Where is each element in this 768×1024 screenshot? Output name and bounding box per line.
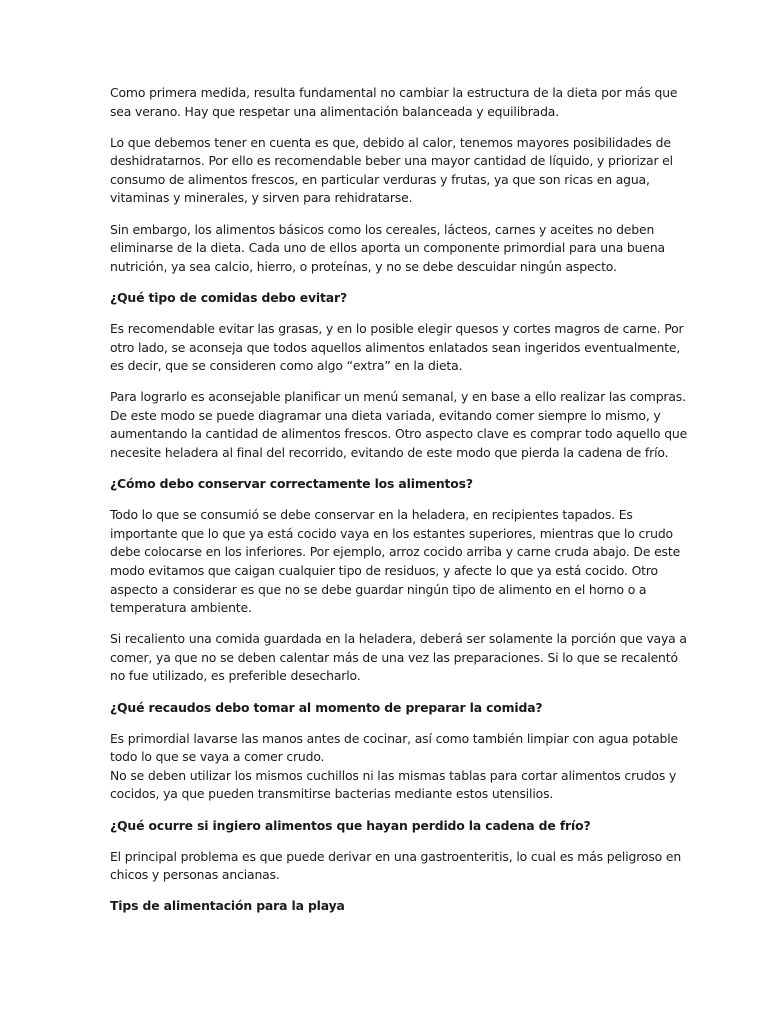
text-line: aumentando la cantidad de alimentos frescos. Otro aspecto clave es comprar todo aquello que — [110, 426, 688, 442]
section-heading — [110, 897, 658, 916]
text-line: debe colocarse en los inferiores. Por ejemplo, arroz cocido arriba y carne cruda abajo. De este — [110, 544, 681, 560]
text-line: otro lado, se aconseja que todos aquellos alimentos enlatados sean ingeridos eventualmente, — [110, 339, 681, 355]
paragraph — [110, 221, 665, 277]
text-line: chicos y personas ancianas. — [110, 867, 280, 883]
paragraph — [110, 134, 673, 208]
text-line: necesite heladera al final del recorrido, evitando de este modo que pierda la cadena de frío. — [110, 445, 669, 460]
text-line: deshidratarnos. Por ello es recomendable beber una mayor cantidad de líquido, y priorizar el — [110, 153, 673, 169]
text-line: importante que lo que ya está cocido vaya en los estantes superiores, mientras que lo crudo — [110, 525, 673, 541]
text-line: comer, ya que no se deben calentar más de una vez las preparaciones. Si lo que se recalentó — [110, 649, 678, 665]
paragraph — [110, 506, 681, 618]
paragraph — [110, 320, 684, 376]
heading-text: ¿Qué ocurre si ingiero alimentos que hayan perdido la cadena de frío? — [110, 817, 591, 833]
paragraph — [110, 388, 688, 462]
section-heading — [110, 817, 658, 836]
text-line: todo lo que se vaya a comer crudo. — [110, 749, 325, 765]
paragraph — [110, 630, 687, 686]
text-line: Lo que debemos tener en cuenta es que, debido al calor, tenemos mayores posibilidades de — [110, 134, 671, 150]
text-line: Es primordial lavarse las manos antes de cocinar, así como también limpiar con agua potable — [110, 730, 678, 746]
text-line: El principal problema es que puede derivar en una gastroenteritis, lo cual es más peligroso en — [110, 848, 682, 864]
text-line: vitaminas y minerales, y sirven para rehidratarse. — [110, 190, 413, 206]
heading-text: Tips de alimentación para la playa — [110, 898, 345, 914]
heading-text: ¿Qué tipo de comidas debo evitar? — [110, 289, 347, 305]
paragraph — [110, 84, 678, 121]
text-line: consumo de alimentos frescos, en particular verduras y frutas, ya que son ricas en agua, — [110, 171, 650, 187]
text-line: cocidos, ya que pueden transmitirse bacterias mediante estos utensilios. — [110, 786, 554, 802]
text-line: nutrición, ya sea calcio, hierro, o proteínas, y no se debe descuidar ningún aspecto. — [110, 258, 617, 274]
heading-text: ¿Cómo debo conservar correctamente los alimentos? — [110, 476, 473, 492]
section-heading — [110, 699, 658, 718]
text-line: modo evitamos que caigan cualquier tipo de residuos, y afecte lo que ya está cocido. Otro — [110, 562, 658, 578]
section-heading — [110, 289, 658, 308]
text-line: De este modo se puede diagramar una dieta variada, evitando comer siempre lo mismo, y — [110, 407, 661, 423]
text-line: temperatura ambiente. — [110, 600, 252, 616]
paragraph — [110, 848, 682, 885]
heading-text: ¿Qué recaudos debo tomar al momento de preparar la comida? — [110, 699, 543, 715]
text-line: sea verano. Hay que respetar una alimentación balanceada y equilibrada. — [110, 103, 560, 119]
text-line: Es recomendable evitar las grasas, y en lo posible elegir quesos y cortes magros de carne. Por — [110, 320, 684, 336]
text-line: aspecto a considerar es que no se debe guardar ningún tipo de alimento en el horno o a — [110, 581, 647, 597]
text-line: Sin embargo, los alimentos básicos como los cereales, lácteos, carnes y aceites no deben — [110, 221, 655, 237]
text-line: es decir, que se consideren como algo “extra” en la dieta. — [110, 358, 463, 374]
text-line: No se deben utilizar los mismos cuchillos ni las mismas tablas para cortar alimentos crudos y — [110, 767, 677, 783]
section-heading — [110, 475, 658, 494]
text-line: Todo lo que se consumió se debe conservar en la heladera, en recipientes tapados. Es — [110, 507, 633, 523]
text-line: eliminarse de la dieta. Cada uno de ellos aporta un componente primordial para una buena — [110, 240, 665, 256]
text-line: Si recaliento una comida guardada en la heladera, deberá ser solamente la porción que vaya a — [110, 631, 687, 647]
document-page — [110, 84, 688, 928]
paragraph — [110, 730, 678, 804]
text-line: no fue utilizado, es preferible desecharlo. — [110, 668, 361, 684]
text-line: Para lograrlo es aconsejable planificar un menú semanal, y en base a ello realizar las compras. — [110, 389, 686, 405]
text-line: Como primera medida, resulta fundamental no cambiar la estructura de la dieta por más que — [110, 85, 678, 100]
